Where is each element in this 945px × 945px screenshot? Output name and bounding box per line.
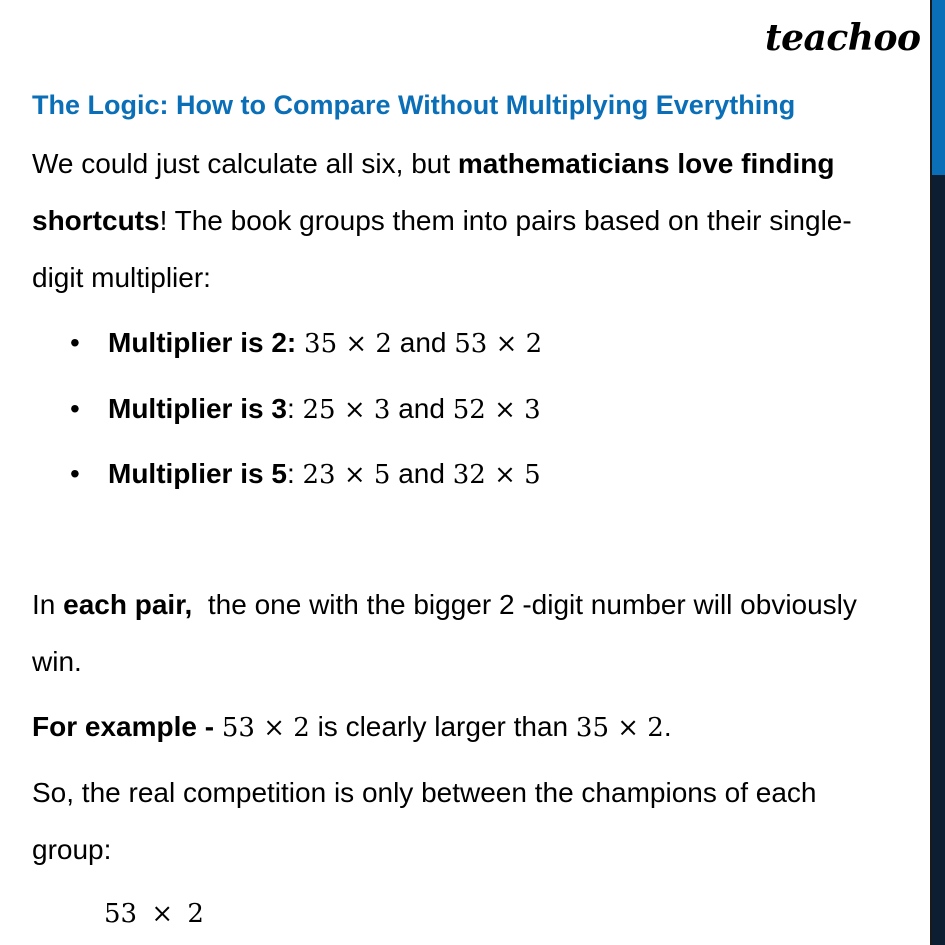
bullet-icon: • <box>70 393 80 424</box>
list-item-text: Multiplier is 5: 23 × 5 and 32 × 5 <box>108 458 541 490</box>
right-edge-bar <box>930 0 945 945</box>
intro-bold-text-2: shortcuts <box>32 205 160 236</box>
example-line: For example - 53 × 2 is clearly larger than 35 × 2. <box>32 711 672 743</box>
intro-text-3: digit multiplier: <box>32 262 211 293</box>
champion-expression: 53 × 2 <box>104 899 204 929</box>
intro-line-3 <box>32 258 211 298</box>
competition-line-1: So, the real competition is only between the champions of each <box>32 777 817 808</box>
list-item-text: Multiplier is 2: 35 × 2 and 53 × 2 <box>108 327 543 359</box>
competition-line-2: group: <box>32 834 112 865</box>
teachoo-logo: teachoo <box>765 17 921 59</box>
bullet-icon: • <box>70 327 80 358</box>
list-item-text: Multiplier is 3: 25 × 3 and 52 × 3 <box>108 393 541 425</box>
bullet-icon: • <box>70 458 80 489</box>
section-heading: The Logic: How to Compare Without Multiplying Everything <box>32 90 796 120</box>
intro-text-2: ! The book groups them into pairs based on their single- <box>159 205 852 236</box>
intro-bold-text: mathematicians love finding <box>457 148 835 179</box>
pair-note-cont: win. <box>32 646 82 677</box>
intro-text: We could just calculate all six, but <box>32 148 458 179</box>
intro-line-1 <box>32 144 834 184</box>
right-edge-dark <box>932 175 945 945</box>
pair-note-line: In each pair, the one with the bigger 2 -digit number will obviously <box>32 589 857 620</box>
intro-line-2 <box>32 201 852 241</box>
right-edge-accent <box>932 0 945 175</box>
